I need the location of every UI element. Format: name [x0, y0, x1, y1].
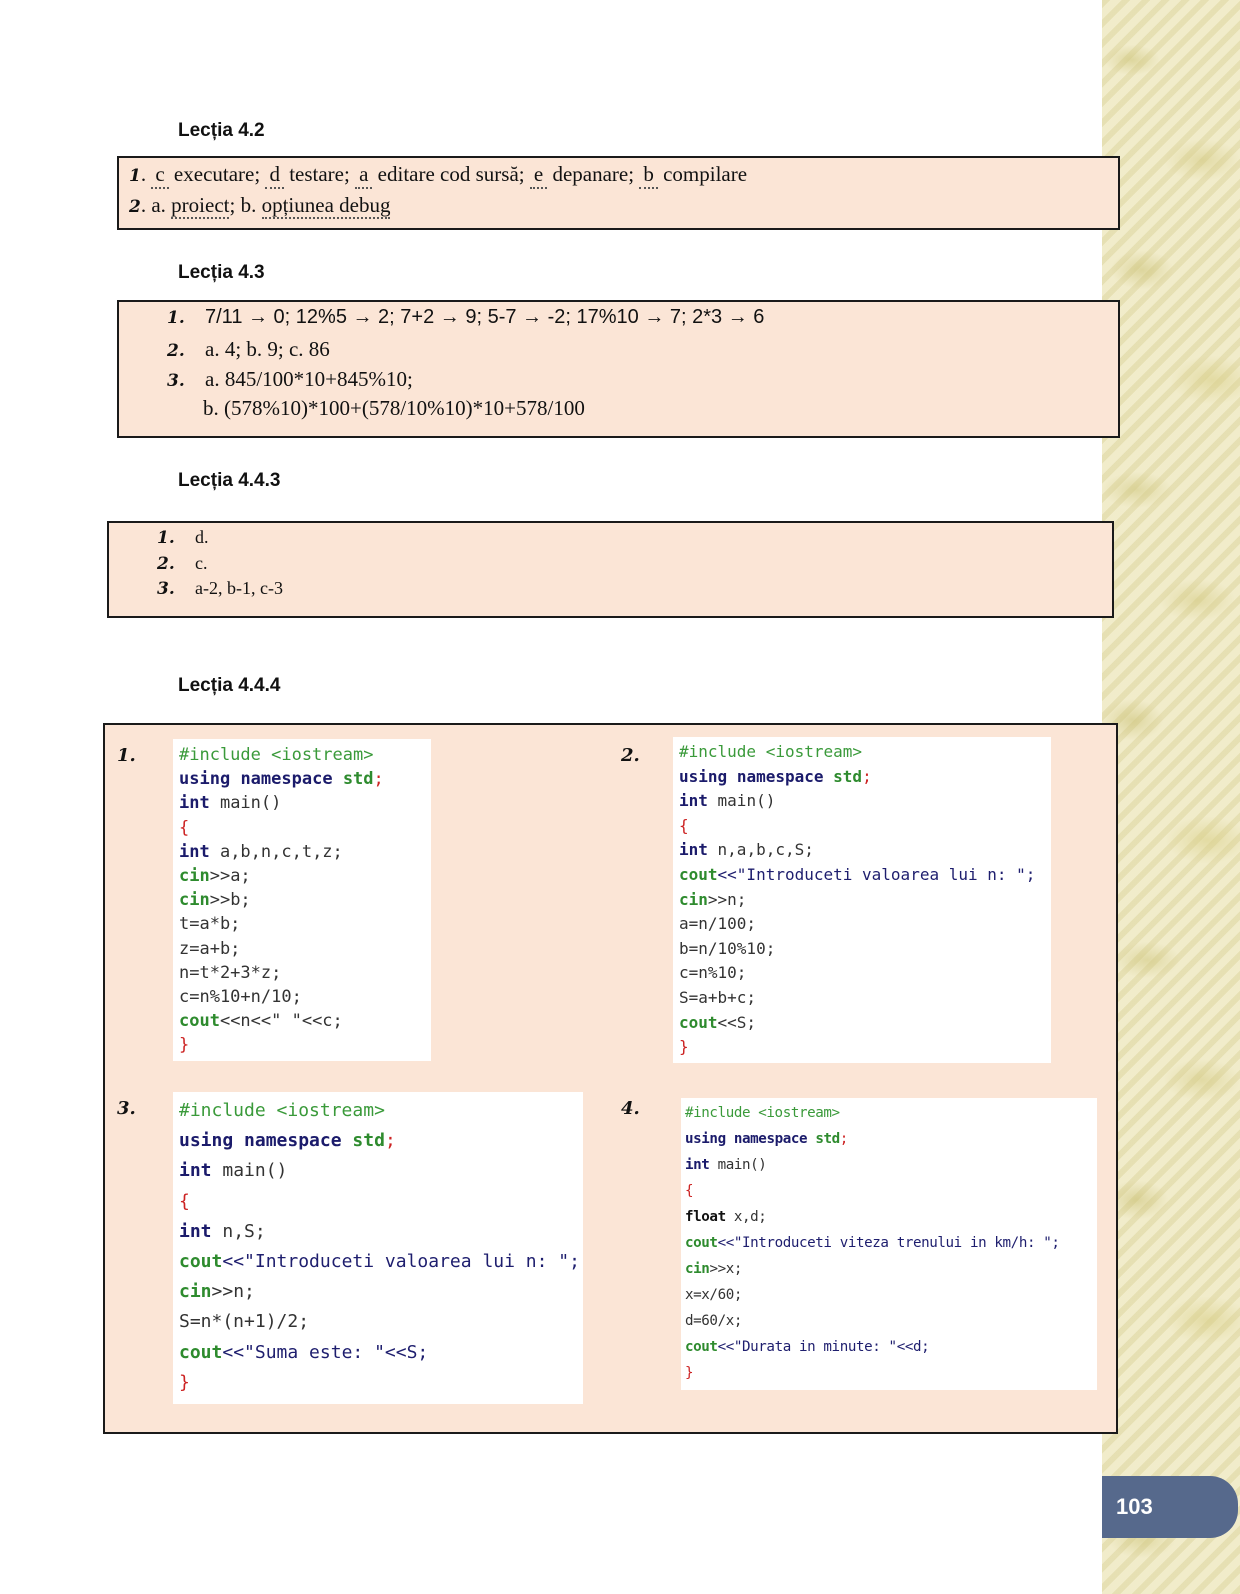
- code-line: [679, 838, 1045, 863]
- separator: ;: [229, 193, 236, 217]
- keyword: int: [179, 841, 210, 862]
- keyword: namespace: [240, 769, 333, 790]
- code-line: [679, 789, 1045, 814]
- item-text: 7/11 → 0; 12%5 → 2; 7+2 → 9; 5-7 → -2; 17%10 → 7; 2*3 → 6: [205, 306, 765, 328]
- heading-lesson-4-4-4: Lecția 4.4.4: [178, 675, 281, 696]
- keyword: int: [179, 1160, 212, 1182]
- code-label-1: 1.: [117, 745, 136, 766]
- code-line: z=a+b;: [179, 938, 241, 959]
- code-line: }: [179, 1371, 190, 1393]
- code-line: b=n/10%10;: [679, 938, 776, 958]
- item-3-b: b. (578%10)*100+(578/10%10)*10+578/100: [203, 396, 585, 420]
- code-text: <<S;: [717, 1012, 757, 1032]
- code-label-3: 3.: [117, 1098, 136, 1119]
- answer-text: editare cod sursă;: [377, 162, 525, 186]
- keyword: cout: [679, 864, 718, 884]
- list-item: [167, 337, 330, 362]
- answer-text: testare;: [289, 162, 350, 186]
- answer-text: depanare;: [552, 162, 635, 186]
- code-line: }: [179, 1035, 190, 1056]
- item-text: d.: [195, 527, 209, 547]
- code-line: d=60/x;: [685, 1313, 742, 1329]
- code-text: >>a;: [209, 866, 251, 887]
- code-block-1: [173, 739, 431, 1061]
- code-line: [179, 1247, 580, 1277]
- keyword: cout: [679, 1012, 718, 1032]
- code-line: [179, 888, 425, 912]
- blank-answer: d: [265, 162, 284, 189]
- code-text: <<"Suma este: "<<S;: [222, 1341, 429, 1363]
- code-line: }: [679, 1037, 689, 1057]
- code-line: [179, 864, 425, 888]
- code-line: [179, 840, 425, 864]
- keyword: std: [815, 1131, 840, 1147]
- code-line: c=n%10;: [679, 963, 747, 983]
- item-number: 3.: [157, 579, 175, 599]
- keyword: int: [685, 1157, 710, 1173]
- keyword: namespace: [244, 1130, 342, 1152]
- keyword: cin: [179, 1281, 212, 1303]
- code-line: }: [685, 1365, 694, 1381]
- keyword: namespace: [733, 1131, 808, 1147]
- answer-text: executare;: [173, 162, 261, 186]
- code-line: [685, 1256, 1093, 1282]
- code-line: [179, 791, 425, 815]
- answer-box-4-4-3: [107, 521, 1114, 618]
- code-line: [179, 1156, 577, 1186]
- item-text: a. 4; b. 9; c. 86: [205, 337, 330, 361]
- code-text: main(): [211, 1160, 288, 1182]
- list-item: [167, 306, 764, 329]
- blank-answer: a: [355, 162, 372, 189]
- keyword: using: [179, 769, 231, 790]
- code-line: #include <iostream>: [179, 745, 374, 765]
- code-text: <<n<<" "<<c;: [219, 1011, 343, 1032]
- keyword: cin: [679, 889, 708, 909]
- item-number: 1.: [157, 528, 175, 548]
- code-line: [179, 1217, 577, 1247]
- answer-box-4-4-4: [103, 723, 1118, 1434]
- list-item: [157, 578, 283, 599]
- keyword: using: [679, 766, 728, 786]
- code-line: [179, 1338, 577, 1368]
- answer-text: compilare: [663, 162, 748, 186]
- page-number: 103: [1116, 1494, 1153, 1519]
- code-text: main(): [209, 793, 282, 814]
- keyword: int: [679, 840, 708, 860]
- keyword: cout: [179, 1011, 220, 1032]
- answer-text: proiect: [171, 193, 230, 217]
- code-text: n,a,b,c,S;: [707, 840, 814, 860]
- keyword: cout: [179, 1251, 223, 1273]
- keyword: std: [833, 766, 863, 786]
- code-text: >>n;: [707, 889, 747, 909]
- item-number: 2.: [167, 341, 185, 361]
- answer-4-2-q2: 2. a. proiect; b. opțiunea debug: [129, 193, 391, 217]
- code-text: >>x;: [709, 1261, 743, 1277]
- code-line: using namespace std;: [179, 1130, 396, 1152]
- code-text: <<"Durata in minute: "<<d;: [717, 1339, 930, 1355]
- blank-answer: c: [151, 162, 168, 189]
- code-line: [679, 888, 1045, 913]
- code-line: {: [685, 1183, 694, 1199]
- code-line: t=a*b;: [179, 914, 241, 935]
- code-line: [179, 1277, 577, 1307]
- keyword: int: [179, 1220, 212, 1242]
- keyword: using: [685, 1131, 726, 1147]
- code-text: n,S;: [211, 1220, 266, 1242]
- code-line: S=a+b+c;: [679, 987, 757, 1007]
- keyword: std: [352, 1130, 385, 1152]
- code-line: c=n%10+n/10;: [179, 987, 302, 1008]
- list-item: [157, 553, 208, 574]
- code-line: [679, 1011, 1045, 1036]
- keyword: cin: [179, 890, 210, 911]
- code-line: [679, 863, 1045, 888]
- item-text: a-2, b-1, c-3: [195, 578, 283, 598]
- item-number: 3.: [167, 371, 185, 391]
- code-text: a,b,n,c,t,z;: [209, 841, 343, 862]
- code-line: [685, 1152, 1093, 1178]
- question-number: 2: [129, 197, 141, 217]
- code-label-4: 4.: [621, 1098, 640, 1119]
- item-text: a. 845/100*10+845%10;: [205, 367, 413, 391]
- list-item: [167, 367, 413, 392]
- question-number: 1: [129, 166, 141, 186]
- keyword: std: [342, 769, 374, 790]
- decorative-side-strip: [1102, 0, 1240, 1594]
- heading-lesson-4-2: Lecția 4.2: [178, 120, 265, 141]
- code-line: S=n*(n+1)/2;: [179, 1311, 310, 1333]
- code-text: main(): [709, 1157, 767, 1173]
- answer-4-2-q1: 1. c executare; d testare; a editare cod sursă; e depanare; b compilare: [129, 162, 747, 189]
- code-line: #include <iostream>: [179, 1100, 385, 1121]
- code-line: x=x/60;: [685, 1287, 742, 1303]
- option-prefix: a.: [151, 193, 166, 217]
- item-text: c.: [195, 553, 208, 573]
- code-line: [685, 1204, 1093, 1230]
- code-block-3: [173, 1092, 583, 1404]
- code-label-2: 2.: [621, 745, 640, 766]
- code-text: x,d;: [725, 1209, 767, 1225]
- code-line: using namespace std;: [679, 766, 872, 786]
- code-line: [685, 1230, 1093, 1256]
- code-line: [685, 1334, 1093, 1360]
- code-line: using namespace std;: [685, 1131, 848, 1147]
- code-line: {: [679, 815, 689, 835]
- blank-answer: b: [639, 162, 658, 189]
- code-line: {: [179, 817, 190, 838]
- code-line: [179, 1009, 425, 1033]
- keyword: int: [679, 791, 708, 811]
- heading-lesson-4-4-3: Lecția 4.4.3: [178, 470, 281, 491]
- code-text: >>b;: [209, 890, 251, 911]
- code-line: using namespace std;: [179, 769, 384, 790]
- code-block-4: [681, 1098, 1097, 1390]
- heading-lesson-4-3: Lecția 4.3: [178, 262, 265, 283]
- keyword: namespace: [736, 766, 824, 786]
- code-line: #include <iostream>: [679, 742, 863, 761]
- code-block-2: [673, 737, 1051, 1063]
- keyword: using: [179, 1130, 234, 1152]
- keyword: cout: [685, 1235, 718, 1251]
- answer-box-4-3: [117, 300, 1120, 438]
- keyword: cin: [179, 866, 210, 887]
- item-number: 2.: [157, 554, 175, 574]
- option-prefix: b.: [240, 193, 257, 217]
- keyword: float: [685, 1209, 726, 1225]
- keyword: cout: [179, 1341, 223, 1363]
- keyword: int: [179, 793, 210, 814]
- code-text: main(): [707, 791, 776, 811]
- keyword: cin: [685, 1261, 710, 1277]
- blank-answer: e: [530, 162, 547, 189]
- code-text: >>n;: [211, 1281, 255, 1303]
- answer-box-4-2: [117, 156, 1120, 230]
- answer-text: opțiunea debug: [261, 193, 391, 217]
- item-number: 1.: [167, 308, 185, 328]
- code-line: #include <iostream>: [685, 1105, 840, 1121]
- list-item: [157, 527, 209, 548]
- page-number-badge: [1102, 1476, 1238, 1538]
- code-text: <<"Introduceti viteza trenului in km/h: ";: [717, 1235, 1060, 1251]
- code-text: <<"Introduceti valoarea lui n: ";: [222, 1251, 580, 1273]
- code-line: {: [179, 1190, 190, 1212]
- keyword: cout: [685, 1339, 718, 1355]
- code-line: a=n/100;: [679, 914, 757, 934]
- code-line: n=t*2+3*z;: [179, 962, 282, 983]
- code-text: <<"Introduceti valoarea lui n: ";: [717, 864, 1036, 884]
